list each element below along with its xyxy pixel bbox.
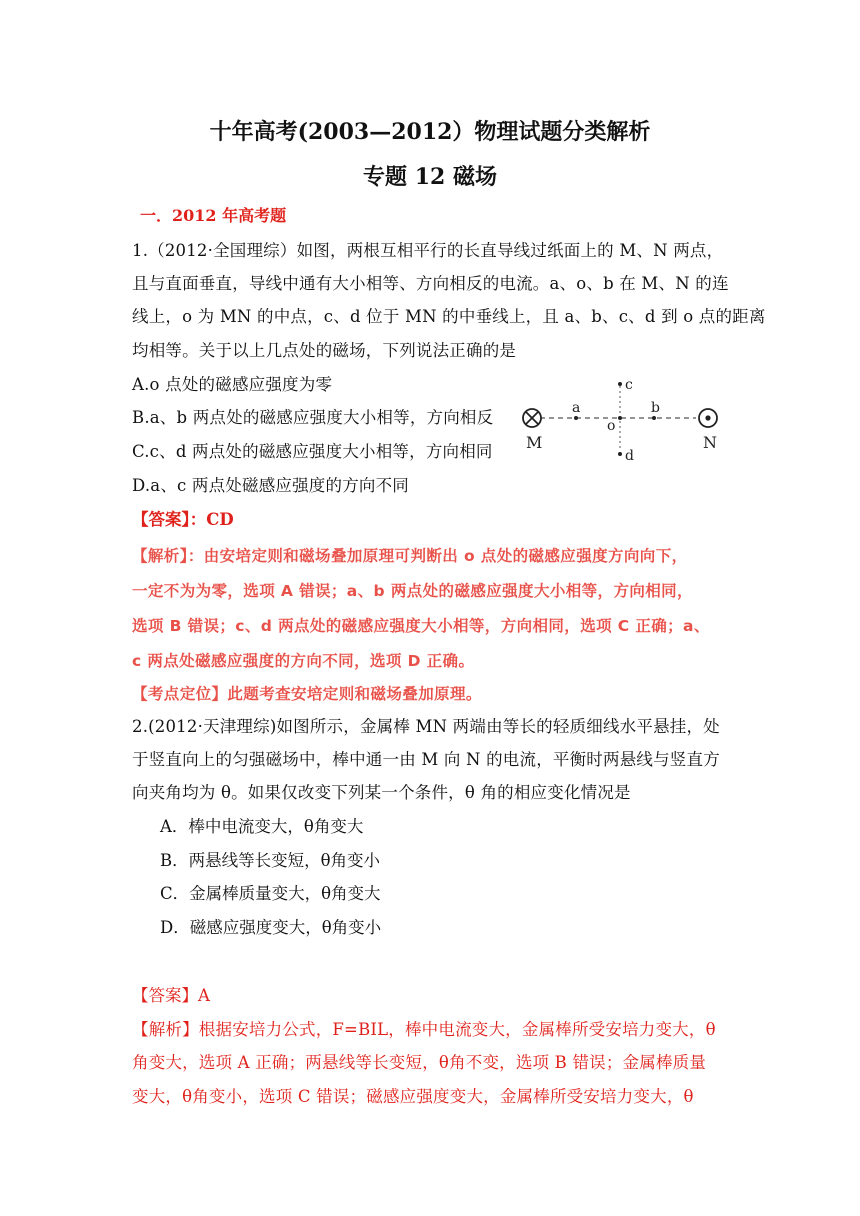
q1-option: B.a、b 两点处的磁感应强度大小相等，方向相反 [132,408,494,427]
label-c: c [625,377,633,393]
q1-key-point: 【考点定位】此题考查安培定则和磁场叠加原理。 [132,685,482,703]
point-b [652,416,656,420]
page-subtitle: 专题 12 磁场 [363,164,497,190]
section-heading: 一．2012 年高考题 [140,206,287,225]
q1-line: 且与直面垂直，导线中通有大小相等、方向相反的电流。a、o、b 在 M、N 的连 [132,274,729,293]
page-title: 十年高考(2003—2012）物理试题分类解析 [209,119,651,145]
label-a: a [572,400,581,416]
q1-answer: 【答案】：CD [132,510,234,529]
q2-analysis-line: 角变大，选项 A 正确；两悬线等长变短，θ角不变，选项 B 错误；金属棒质量 [132,1053,707,1072]
label-o: o [607,418,616,434]
q1-option: D.a、c 两点处磁感应强度的方向不同 [132,476,410,495]
q2-line: 于竖直向上的匀强磁场中，棒中通一由 M 向 N 的电流，平衡时两悬线与竖直方 [132,750,720,769]
q2-line: 2.(2012·天津理综)如图所示，金属棒 MN 两端由等长的轻质细线水平悬挂，处 [132,717,720,736]
q2-option: D．磁感应强度变大，θ角变小 [160,918,382,937]
q2-option: A．棒中电流变大，θ角变大 [160,817,364,836]
q1-line: 线上，o 为 MN 的中点，c、d 位于 MN 的中垂线上，且 a、b、c、d 到 o 点的距离 [132,307,766,326]
point-c [618,382,622,386]
q1-analysis-line: 一定不为为零，选项 A 错误；a、b 两点处的磁感应强度大小相等，方向相同， [132,582,693,600]
wire-n-dot-icon [699,409,717,427]
point-o [618,416,622,420]
q2-line: 向夹角均为 θ。如果仅改变下列某一个条件，θ 角的相应变化情况是 [132,783,631,802]
q1-option: A.o 点处的磁感应强度为零 [132,375,333,394]
q2-analysis-line: 变大，θ角变小，选项 C 错误；磁感应强度变大，金属棒所受安培力变大，θ [132,1087,694,1106]
q1-line: 1.（2012·全国理综）如图，两根互相平行的长直导线过纸面上的 M、N 两点， [132,241,724,260]
label-n: N [703,433,717,452]
q2-option: B．两悬线等长变短，θ角变小 [160,851,381,870]
q1-option: C.c、d 两点处的磁感应强度大小相等，方向相同 [132,442,493,461]
wire-m-cross-icon [523,409,541,427]
q1-figure [510,372,730,464]
q1-analysis-line: c 两点处磁感应强度的方向不同，选项 D 正确。 [132,652,475,670]
q1-analysis-line: 【解析】：由安培定则和磁场叠加原理可判断出 o 点处的磁感应强度方向向下， [132,547,688,565]
q2-answer: 【答案】A [132,986,210,1005]
label-m: M [526,433,543,452]
point-d [618,452,622,456]
q2-option: C．金属棒质量变大，θ角变大 [160,884,381,903]
q1-analysis-line: 选项 B 错误；c、d 两点处的磁感应强度大小相等，方向相同，选项 C 正确；a、 [132,617,710,635]
label-d: d [625,448,634,464]
q1-line: 均相等。关于以上几点处的磁场，下列说法正确的是 [132,341,517,360]
point-a [574,416,578,420]
q2-analysis-line: 【解析】根据安培力公式，F=BIL，棒中电流变大，金属棒所受安培力变大，θ [132,1020,716,1039]
label-b: b [651,400,660,416]
